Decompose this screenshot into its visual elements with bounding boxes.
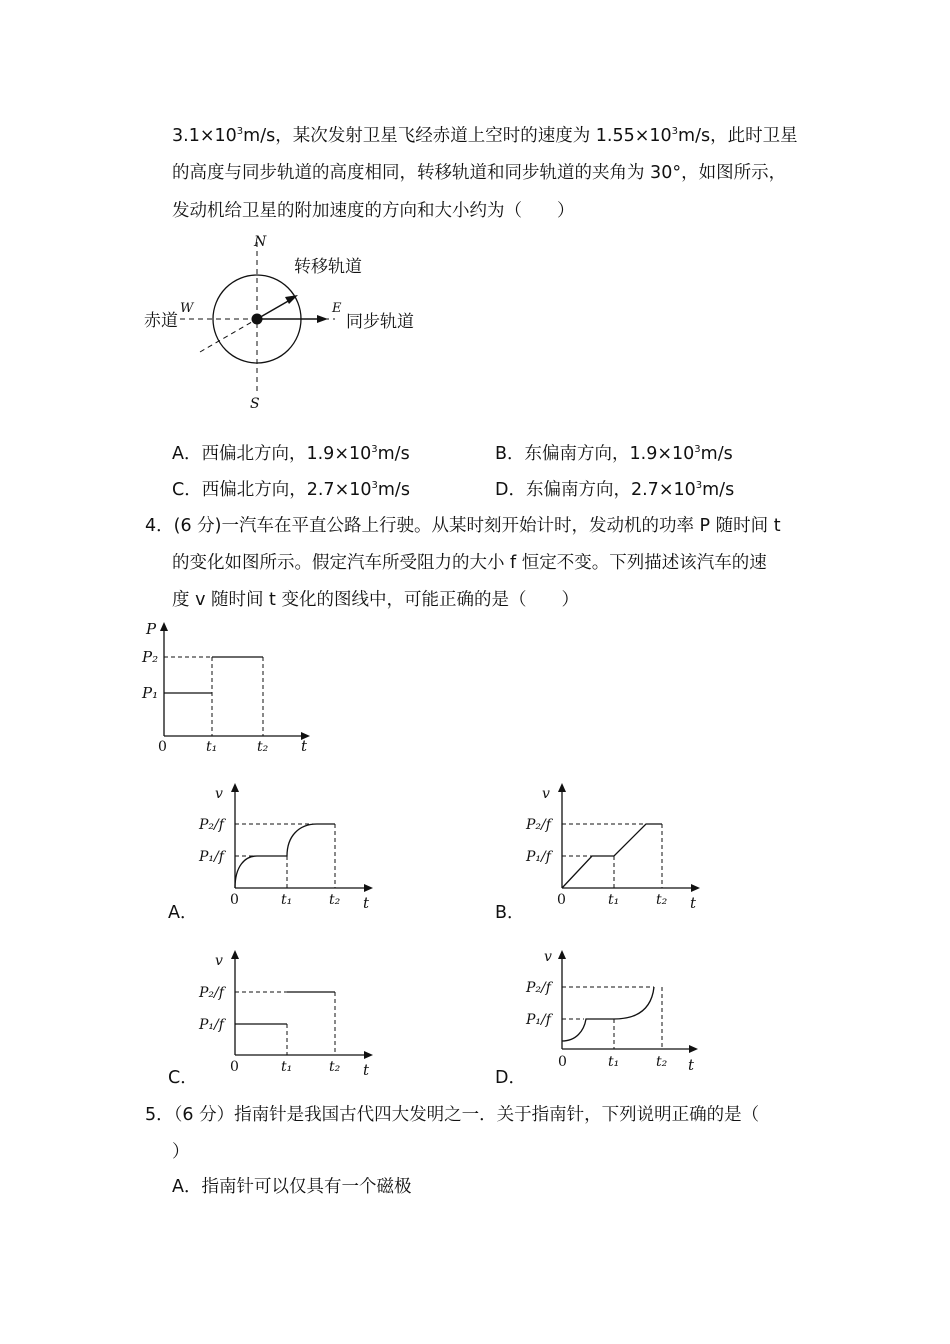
option-exp: 3 <box>371 480 378 491</box>
t2-label: t₂ <box>656 892 668 908</box>
t2-label: t₂ <box>329 892 341 908</box>
p1f-label: P₁/f <box>199 849 224 865</box>
v-axis-arrow <box>558 950 566 959</box>
t1-label: t₁ <box>281 1059 293 1075</box>
p1-label: P₁ <box>142 684 159 702</box>
satellite-dot <box>252 314 263 325</box>
q3-line-1-b: m/s，某次发射卫星飞经赤道上空时的速度为 1.55×10 <box>243 126 672 146</box>
p2f-label: P₂/f <box>526 980 551 996</box>
equator-label: 赤道 <box>144 311 178 331</box>
option-unit: m/s <box>700 444 733 464</box>
q3-option-b[interactable] <box>495 442 733 466</box>
q3-line-1 <box>172 124 798 148</box>
q3-option-c[interactable] <box>172 478 410 502</box>
q4-line-3: 度 v 随时间 t 变化的图线中，可能正确的是（ ） <box>172 590 579 610</box>
q3-line-1-a: 3.1×10 <box>172 126 237 146</box>
option-exp: 3 <box>694 444 701 455</box>
v-axis-arrow <box>231 783 239 792</box>
t1-label: t₁ <box>608 1054 620 1070</box>
p-axis-arrow <box>160 622 168 631</box>
option-c-graph[interactable] <box>195 945 380 1080</box>
option-d-graph[interactable] <box>522 945 707 1080</box>
t-axis-arrow <box>364 884 373 892</box>
option-unit: m/s <box>377 480 410 500</box>
t2-label: t₂ <box>257 739 269 755</box>
sync-orbit-label: 同步轨道 <box>346 312 414 332</box>
t-axis-label: t <box>301 737 308 755</box>
p2f-label: P₂/f <box>199 817 224 833</box>
t1-label: t₁ <box>206 739 218 755</box>
v-axis-label: v <box>215 786 223 802</box>
sync-arrowhead <box>317 315 328 323</box>
v-axis-arrow <box>558 783 566 792</box>
q3-line-1-c: m/s，此时卫星 <box>678 126 798 146</box>
transfer-orbit-label: 转移轨道 <box>294 257 362 277</box>
t-axis-arrow <box>364 1051 373 1059</box>
t-axis-label: t <box>363 1061 370 1079</box>
west-label: W <box>180 301 194 316</box>
t-axis-label: t <box>690 894 697 912</box>
velocity-curve <box>562 987 654 1041</box>
p1f-label: P₁/f <box>526 1012 551 1028</box>
p2-label: P₂ <box>142 648 159 666</box>
q5-option-a[interactable]: A．指南针可以仅具有一个磁极 <box>172 1177 412 1197</box>
origin-label: 0 <box>230 1059 239 1075</box>
t-axis-arrow <box>691 884 700 892</box>
v-axis-arrow <box>231 950 239 959</box>
q5-line-1: 5．（6 分）指南针是我国古代四大发明之一．关于指南针，下列说明正确的是（ <box>145 1105 760 1125</box>
q4-option-a-label[interactable]: A． <box>168 903 198 923</box>
option-exp: 3 <box>371 444 378 455</box>
q3-line-3: 发动机给卫星的附加速度的方向和大小约为（ ） <box>172 201 575 221</box>
origin-label: 0 <box>558 1054 567 1070</box>
q3-exp-1: 3 <box>236 126 244 137</box>
q4-option-b-label[interactable]: B． <box>495 903 525 923</box>
t1-label: t₁ <box>608 892 620 908</box>
q5-line-2: ） <box>172 1142 190 1162</box>
t2-label: t₂ <box>329 1059 341 1075</box>
east-label: E <box>332 301 342 316</box>
q3-option-a[interactable] <box>172 442 410 466</box>
north-label: N <box>254 234 267 250</box>
transfer-arrow <box>257 300 290 319</box>
q4-option-c-label[interactable]: C． <box>168 1068 198 1088</box>
option-letter: D． <box>495 480 526 500</box>
p1f-label: P₁/f <box>199 1017 224 1033</box>
option-letter: A． <box>172 444 202 464</box>
origin-label: 0 <box>557 892 566 908</box>
t2-label: t₂ <box>656 1054 668 1070</box>
origin-label: 0 <box>158 739 167 755</box>
origin-label: 0 <box>230 892 239 908</box>
option-unit: m/s <box>377 444 410 464</box>
option-text: 西偏北方向，1.9×10 <box>201 444 372 464</box>
q4-option-d-label[interactable]: D． <box>495 1068 526 1088</box>
transfer-dashed <box>200 319 257 352</box>
v-axis-label: v <box>542 786 550 802</box>
t-axis-label: t <box>688 1056 695 1074</box>
option-exp: 3 <box>695 480 703 491</box>
p-axis-label: P <box>146 620 157 638</box>
option-unit: m/s <box>702 480 735 500</box>
orbit-figure <box>140 230 430 415</box>
option-text: 西偏北方向，2.7×10 <box>201 480 372 500</box>
p2f-label: P₂/f <box>199 985 224 1001</box>
option-letter: B． <box>495 444 525 464</box>
option-letter: C． <box>172 480 202 500</box>
option-a-graph[interactable] <box>195 778 380 913</box>
q4-line-2: 的变化如图所示。假定汽车所受阻力的大小 f 恒定不变。下列描述该汽车的速 <box>172 553 767 573</box>
t1-label: t₁ <box>281 892 293 908</box>
option-b-graph[interactable] <box>522 778 707 913</box>
option-text: 东偏南方向，1.9×10 <box>524 444 695 464</box>
t-axis-arrow <box>689 1045 698 1053</box>
v-axis-label: v <box>215 953 223 969</box>
q4-line-1: 4．(6 分)一汽车在平直公路上行驶。从某时刻开始计时，发动机的功率 P 随时间 t <box>145 516 781 536</box>
v-axis-label: v <box>544 949 552 965</box>
t-axis-label: t <box>363 894 370 912</box>
p1f-label: P₁/f <box>526 849 551 865</box>
power-time-graph <box>140 618 320 758</box>
q3-line-2: 的高度与同步轨道的高度相同，转移轨道和同步轨道的夹角为 30°，如图所示， <box>172 163 787 183</box>
option-text: 东偏南方向，2.7×10 <box>525 480 696 500</box>
south-label: S <box>250 396 260 412</box>
p2f-label: P₂/f <box>526 817 551 833</box>
q3-option-d[interactable] <box>495 478 734 502</box>
q3-exp-2: 3 <box>671 126 679 137</box>
